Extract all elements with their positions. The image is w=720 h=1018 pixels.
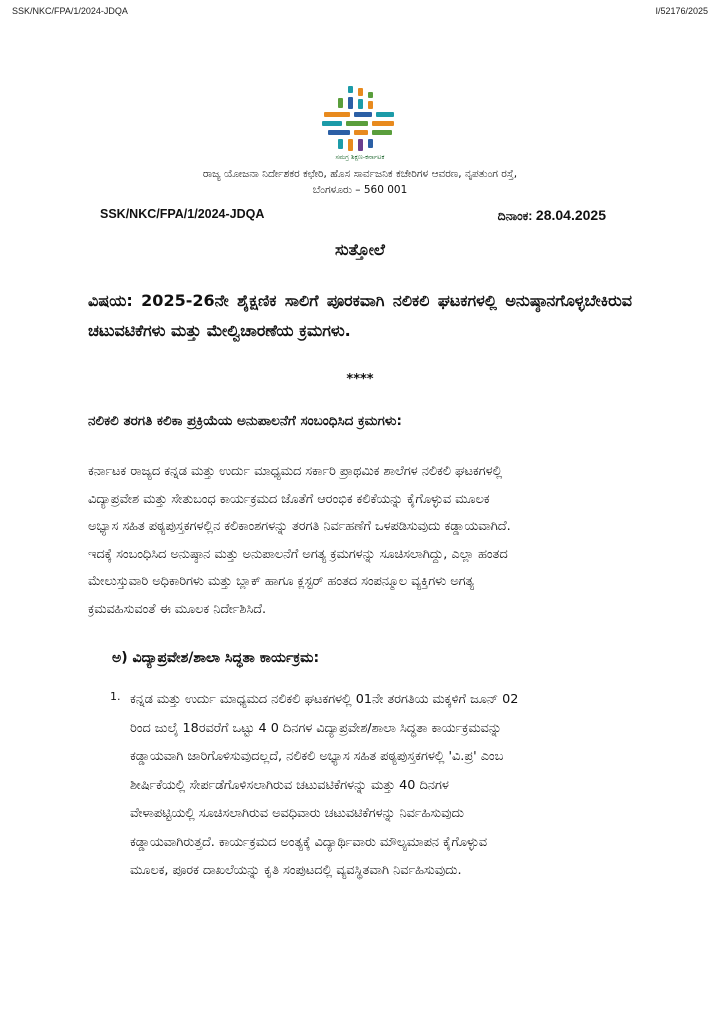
- separator: ****: [346, 372, 374, 387]
- sub-heading: ಅ) ವಿದ್ಯಾಪ್ರವೇಶ/ಶಾಲಾ ಸಿದ್ಧತಾ ಕಾರ್ಯಕ್ರಮ:: [112, 650, 320, 666]
- paragraph-line: ಅಭ್ಯಾಸ ಸಹಿತ ಪಠ್ಯಪುಸ್ತಕಗಳಲ್ಲಿನ ಕಲಿಕಾಂಶಗಳನ್ನು ತರಗತಿ ನಿರ್ವಹಣೆಗೆ ಒಳಪಡಿಸುವುದು ಕಡ್ಡಾಯವಾಗಿದೆ.: [88, 519, 511, 534]
- paragraph-line: ಇದಕ್ಕೆ ಸಂಬಂಧಿಸಿದ ಅನುಷ್ಠಾನ ಮತ್ತು ಅನುಪಾಲನೆಗೆ ಅಗತ್ಯ ಕ್ರಮಗಳನ್ನು ಸೂಚಿಸಲಾಗಿದ್ದು, ಎಲ್ಲಾ ಹಂತದ: [88, 546, 508, 562]
- intro-paragraph: [88, 458, 632, 623]
- page-header-ref: SSK/NKC/FPA/1/2024-JDQA: [12, 6, 128, 16]
- list-item-line: ರಿಂದ ಜುಲೈ 18ರವರೆಗೆ ಒಟ್ಟು 4 0 ದಿನಗಳ ವಿದ್ಯಾಪ್ರವೇಶ/ಶಾಲಾ ಸಿದ್ಧತಾ ಕಾರ್ಯಕ್ರಮವನ್ನು: [130, 720, 502, 736]
- list-item-line: ಶೀರ್ಷಿಕೆಯಲ್ಲಿ ಸೇರ್ಪಡೆಗೊಳಿಸಲಾಗಿರುವ ಚಟುವಟಿಕೆಗಳನ್ನು ಮತ್ತು 40 ದಿನಗಳ: [130, 777, 449, 793]
- paragraph-line: ಕರ್ನಾಟಕ ರಾಜ್ಯದ ಕನ್ನಡ ಮತ್ತು ಉರ್ದು ಮಾಧ್ಯಮದ ಸರ್ಕಾರಿ ಪ್ರಾಥಮಿಕ ಶಾಲೆಗಳ ನಲಿಕಲಿ ಘಟಕಗಳಲ್ಲಿ: [88, 464, 503, 479]
- office-address-line2: ಬೆಂಗಳೂರು – 560 001: [312, 184, 408, 196]
- paragraph-line: ಮೇಲುಸ್ತುವಾರಿ ಅಧಿಕಾರಿಗಳು ಮತ್ತು ಬ್ಲಾಕ್ ಹಾಗೂ ಕ್ಲಸ್ಟರ್ ಹಂತದ ಸಂಪನ್ಮೂಲ ವ್ಯಕ್ತಿಗಳು ಅಗತ್ಯ: [88, 574, 475, 589]
- page-header-id: I/52176/2025: [655, 6, 708, 16]
- reference-line: [100, 207, 606, 221]
- list-item-number: 1.: [110, 690, 121, 703]
- subject: [88, 286, 632, 346]
- section-heading: ನಲಿಕಲಿ ತರಗತಿ ಕಲಿಕಾ ಪ್ರಕ್ರಿಯೆಯ ಅನುಪಾಲನೆಗೆ ಸಂಬಂಧಿಸಿದ ಕ್ರಮಗಳು:: [88, 413, 402, 429]
- date-block: [498, 207, 606, 224]
- list-item-line: ಕನ್ನಡ ಮತ್ತು ಉರ್ದು ಮಾಧ್ಯಮದ ನಲಿಕಲಿ ಘಟಕಗಳಲ್ಲಿ 01ನೇ ತರಗತಿಯ ಮಕ್ಕಳಿಗೆ ಜೂನ್ 02: [130, 692, 519, 707]
- document-title: ಸುತ್ತೋಲೆ: [335, 240, 385, 259]
- date-value: 28.04.2025: [535, 207, 606, 223]
- subject-text: 2025-26ನೇ ಶೈಕ್ಷಣಿಕ ಸಾಲಿಗೆ ಪೂರಕವಾಗಿ ನಲಿಕಲಿ ಘಟಕಗಳಲ್ಲಿ ಅನುಷ್ಠಾನಗೊಳ್ಳಬೇಕಿರುವ ಚಟುವಟಿಕೆಗಳು ಮತ್ತು ಮೇಲ್ವಿಚಾರಣೆಯ ಕ್ರಮಗಳು.: [88, 291, 632, 340]
- logo-caption: ಸಮಗ್ರ ಶಿಕ್ಷಣ-ಕರ್ನಾಟಕ: [335, 153, 385, 161]
- list-item: [130, 686, 632, 886]
- list-item-line: ಮೂಲಕ, ಪೂರಕ ದಾಖಲೆಯನ್ನು ಕೃತಿ ಸಂಪುಟದಲ್ಲಿ ವ್ಯವಸ್ಥಿತವಾಗಿ ನಿರ್ವಹಿಸುವುದು.: [130, 863, 462, 878]
- list-item-line: ಕಡ್ಡಾಯವಾಗಿ ಜಾರಿಗೊಳಿಸುವುದಲ್ಲದೆ, ನಲಿಕಲಿ ಅಭ್ಯಾಸ ಸಹಿತ ಪಠ್ಯಪುಸ್ತಕಗಳಲ್ಲಿ 'ವಿ.ಪ್ರ' ಎಂಬ: [130, 749, 504, 764]
- paragraph-line: ವಿದ್ಯಾಪ್ರವೇಶ ಮತ್ತು ಸೇತುಬಂಧ ಕಾರ್ಯಕ್ರಮದ ಜೊತೆಗೆ ಆರಂಭಿಕ ಕಲಿಕೆಯನ್ನು ಕೈಗೊಳ್ಳುವ ಮೂಲಕ: [88, 491, 490, 507]
- office-address-line1: ರಾಜ್ಯ ಯೋಜನಾ ನಿರ್ದೇಶಕರ ಕಛೇರಿ, ಹೊಸ ಸಾರ್ವಜನಿಕ ಕಚೇರಿಗಳ ಆವರಣ, ನೃಪತುಂಗ ರಸ್ತೆ,: [202, 168, 518, 180]
- reference-number: SSK/NKC/FPA/1/2024-JDQA: [100, 207, 265, 221]
- samagra-shikshana-logo: [322, 86, 396, 152]
- date-label: ದಿನಾಂಕ:: [497, 209, 533, 223]
- paragraph-line: ಕ್ರಮವಹಿಸುವಂತೆ ಈ ಮೂಲಕ ನಿರ್ದೇಶಿಸಿದೆ.: [88, 601, 267, 617]
- office-address: [130, 166, 590, 198]
- subject-label: ವಿಷಯ:: [88, 291, 133, 310]
- list-item-line: ಕಡ್ಡಾಯವಾಗಿರುತ್ತದೆ. ಕಾರ್ಯಕ್ರಮದ ಅಂತ್ಯಕ್ಕೆ ವಿದ್ಯಾರ್ಥಿವಾರು ಮೌಲ್ಯಮಾಪನ ಕೈಗೊಳ್ಳುವ: [130, 834, 488, 850]
- list-item-line: ವೇಳಾಪಟ್ಟಿಯಲ್ಲಿ ಸೂಚಿಸಲಾಗಿರುವ ಅವಧಿವಾರು ಚಟುವಟಿಕೆಗಳನ್ನು ನಿರ್ವಹಿಸುವುದು: [130, 806, 464, 821]
